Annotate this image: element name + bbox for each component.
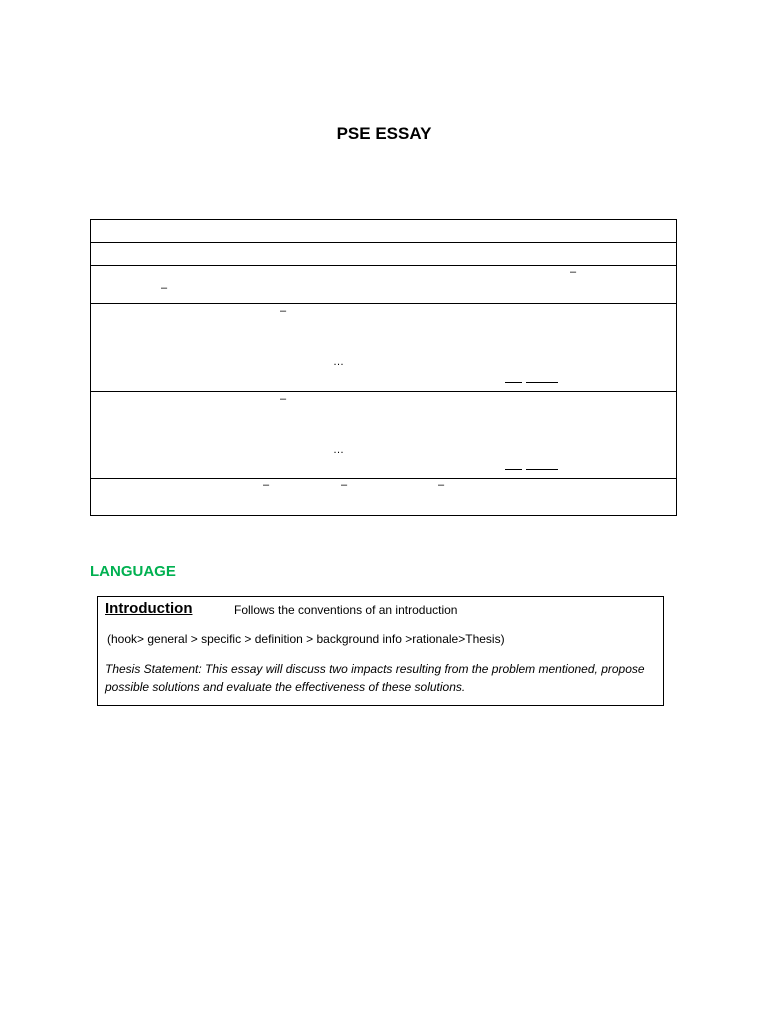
introduction-heading: Introduction <box>105 600 193 617</box>
outline-table <box>90 219 677 516</box>
dash-mark: – <box>280 393 287 405</box>
page-title: PSE ESSAY <box>336 124 432 143</box>
table-row <box>91 265 676 304</box>
dash-mark: – <box>570 266 577 278</box>
table-row <box>91 303 676 392</box>
table-row <box>91 391 676 479</box>
table-row <box>91 478 676 515</box>
thesis-statement: Thesis Statement: This essay will discuss two impacts resulting from the problem mentioned, propose possible solutions and evaluate the effectiveness of these solutions. <box>105 662 645 694</box>
dash-mark: – <box>280 305 287 317</box>
ellipsis-mark: … <box>333 356 344 368</box>
language-heading: LANGUAGE <box>90 563 176 580</box>
table-row <box>91 242 676 266</box>
dash-mark: – <box>341 479 348 491</box>
blank-underline <box>505 469 522 470</box>
blank-underline <box>526 469 558 470</box>
ellipsis-mark: … <box>333 444 344 456</box>
dash-mark: – <box>438 479 445 491</box>
blank-underline <box>505 382 522 383</box>
dash-mark: – <box>161 282 168 294</box>
table-row <box>91 220 676 243</box>
blank-underline <box>526 382 558 383</box>
introduction-box <box>97 596 664 706</box>
dash-mark: – <box>263 479 270 491</box>
introduction-note: Follows the conventions of an introduction <box>234 603 458 617</box>
introduction-sequence: (hook> general > specific > definition > background info >rationale>Thesis) <box>107 632 505 646</box>
